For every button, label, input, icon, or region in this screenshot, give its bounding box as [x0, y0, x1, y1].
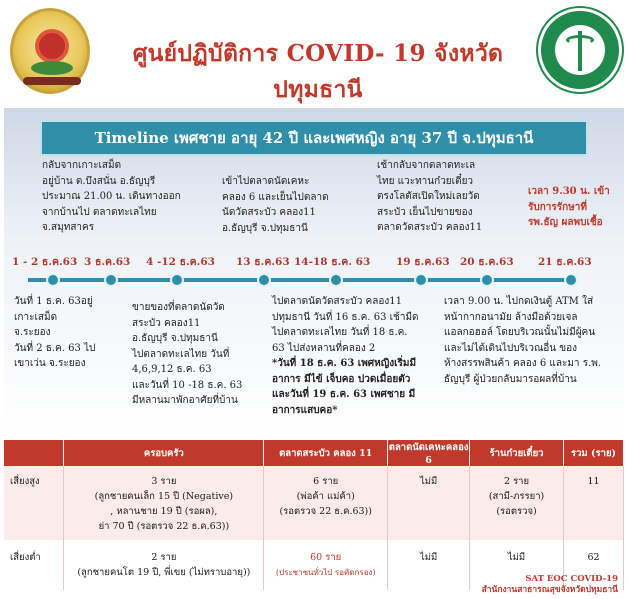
timeline-date: 14-18 ธ.ค. 63	[294, 256, 371, 268]
timeline-banner	[40, 120, 588, 156]
row-label: เสี่ยงต่ำ	[4, 540, 64, 590]
note-above-13dec: เข้าไปตลาดนัดเคหะ คลอง 6 และเย็นไปตลาด นัดวัดสระบัว คลอง11 อ.ธัญบุรี จ.ปทุมธานี	[222, 176, 329, 234]
timeline-dot	[170, 273, 184, 287]
table-header	[4, 440, 64, 466]
timeline-banner-text: Timeline เพศชาย อายุ 42 ปี และเพศหญิง อายุ 37 ปี จ.ปทุมธานี	[94, 129, 534, 147]
header	[0, 0, 628, 103]
lotus-flower-icon	[39, 33, 65, 59]
timeline-date: 20 ธ.ค.63	[460, 256, 514, 268]
row-label: เสี่ยงสูง	[4, 466, 64, 540]
contacts-table	[4, 440, 624, 590]
provincial-seal-logo	[10, 8, 90, 94]
total-cell: 62	[564, 540, 624, 590]
ribbon-icon	[23, 77, 81, 85]
timeline-dot	[329, 273, 343, 287]
note-above-19dec: เช้ากลับจากตลาดทะเล ไทย แวะทานก๋วยเตี๋ยว ตรงโลตัสเปิดใหม่เลยวัด สระบัว เย็นไปขายของ ตลาดวัดสระบัว คลอง11	[377, 160, 483, 233]
market-cell: 6 ราย (พ่อค้า แม่ค้า) (รอตรวจ 22 ธ.ค.63))	[264, 466, 388, 540]
note-above-3dec: กลับจากเกาะเสม็ด อยู่บ้าน ต.บึงสนั่น อ.ธัญบุรี ประมาณ 21.00 น. เดินทางออก จากบ้านไป ตลาดทะเลไทย จ.สมุทสาคร	[42, 160, 181, 233]
table-row	[4, 466, 624, 540]
ministry-of-public-health-logo	[538, 8, 622, 92]
table-header: รวม (ราย)	[564, 440, 624, 466]
timeline-dot	[414, 273, 428, 287]
timeline-date: 21 ธ.ค.63	[538, 256, 592, 268]
note-below-1-2dec: วันที่ 1 ธ.ค. 63อยู่ เกาะเสม็ด จ.ระยอง วันที่ 2 ธ.ค. 63 ไป เขาเว่น จ.ระยอง	[14, 296, 96, 369]
total-cell: 11	[564, 466, 624, 540]
family-cell: 3 ราย (ลูกชายคนเล็ก 15 ปี (Negative) , หลานชาย 19 ปี (รอผล), ย่า 70 ปี (รอตรวจ 22 ธ.ค.63))	[64, 466, 264, 540]
table-header-row	[4, 440, 624, 466]
timeline-dot	[46, 273, 60, 287]
noodle-cell: ไม่มี	[470, 540, 564, 590]
timeline-date: 13 ธ.ค.63	[236, 256, 290, 268]
caduceus-wing-icon	[566, 35, 594, 45]
table-header: ร้านก๋วยเตี๋ยว	[470, 440, 564, 466]
timeline-dot	[480, 273, 494, 287]
timeline-date: 1 - 2 ธ.ค.63	[12, 256, 78, 268]
timeline-date: 3 ธ.ค.63	[84, 256, 131, 268]
timeline-date: 4 -12 ธ.ค.63	[146, 256, 215, 268]
kheha-cell: ไม่มี	[388, 466, 470, 540]
timeline-dot	[564, 273, 578, 287]
note-above-21dec: เวลา 9.30 น. เข้า รับการรักษาที่ รพ.ธัญ ผลพบเชื้อ	[528, 186, 610, 228]
market-cell: 60 ราย (ประชาชนทั่วไป รอคัดกรอง)	[264, 540, 388, 590]
page-title: ศูนย์ปฏิบัติการ COVID- 19 จังหวัดปทุมธานี	[132, 40, 504, 103]
kheha-cell: ไม่มี	[388, 540, 470, 590]
table-header: ตลาดสระบัว คลอง 11	[264, 440, 388, 466]
timeline-dot	[104, 273, 118, 287]
timeline-panel	[4, 108, 624, 438]
timeline-dot	[257, 273, 271, 287]
table-header: ครอบครัว	[64, 440, 264, 466]
note-below-4-12dec: ขายของที่ตลาดนัดวัด สระบัว คลอง11 อ.ธัญบุรี จ.ปทุมธานี ไปตลาดทะเลไทย วันที่ 4,6,9,12 ธ.ค. 63 และวันที่ 10 -18 ธ.ค. 63 มีหลานมาพักอาศัยที่บ้าน	[132, 302, 243, 406]
noodle-cell: 2 ราย (สามี-ภรรยา) (รอตรวจ)	[470, 466, 564, 540]
leaves-icon	[31, 61, 73, 75]
family-cell: 2 ราย (ลูกชายคนโต 19 ปี, พี่เขย (ไม่ทราบอายุ))	[64, 540, 264, 590]
timeline-date: 19 ธ.ค.63	[396, 256, 450, 268]
note-below-20dec: เวลา 9.00 น. ไปกดเงินตู้ ATM ใส่ หน้ากากอนามัย ล้างมือด้วยเจล แอลกอฮอล์ โดยบริเวณนั้นไม่มีผู้คน และไม่ได้เดินไปบริเวณอื่น ของ ห้างสรรพสินค้า คลอง 6 และมา ร.พ. ธัญบุรี ผู้ป่วยกลับมารอผลที่บ้าน	[444, 296, 602, 385]
table-header: ตลาดนัดเคหะคลอง 6	[388, 442, 469, 466]
footer-source: SAT EOC COVID-19 สำนักงานสาธารณสุขจังหวัดปทุมธานี	[481, 574, 618, 595]
note-below-14-18dec: ไปตลาดนัดวัดสระบัว คลอง11 ปทุมธานี วันที่ 16 ธ.ค. 63 เช้ามืด ไปตลาดทะเลไทย วันที่ 18 ธ.ค. 63 ไปส่งหลานที่คลอง 2 *วันที่ 18 ธ.ค. 63 เพศหญิงเริ่มมี อาการ มีไข้ เจ็บคอ ปวดเมื่อยตัว และวันที่ 19 ธ.ค. 63 เพศชาย มี อาการแสบคอ*	[272, 296, 419, 416]
